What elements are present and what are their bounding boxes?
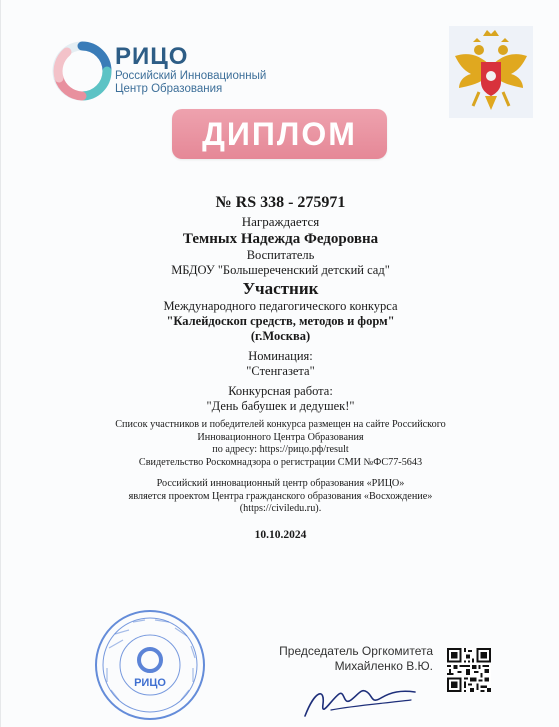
brand-subtitle-line-2: Центр Образования xyxy=(115,83,223,95)
work-value: "День бабушек и дедушек!" xyxy=(206,399,355,413)
brand-name: РИЦО xyxy=(115,43,189,70)
project-line-2: является проектом Центра гражданского образования «Восхождение» xyxy=(128,490,433,502)
diploma-banner xyxy=(172,109,387,159)
contest-name: "Калейдоскоп средств, методов и форм" xyxy=(166,314,395,328)
awarded-label: Награждается xyxy=(241,214,320,229)
chairman-name: Михайленко В.Ю. xyxy=(334,659,433,673)
info-line-3: по адресу: https://рицо.рф/result xyxy=(212,444,349,455)
work-label: Конкурсная работа: xyxy=(228,384,333,398)
round-seal-icon xyxy=(89,608,211,722)
banner-title: ДИПЛОМ xyxy=(202,115,357,152)
participant-status: Участник xyxy=(242,279,319,298)
diploma-date: 10.10.2024 xyxy=(254,528,307,541)
handwritten-signature xyxy=(301,670,421,722)
info-line-4: Свидетельство Роскомнадзора о регистрации СМИ №ФС77-5643 xyxy=(138,456,423,468)
brand-subtitle-line-1: Российский Инновационный xyxy=(115,70,267,82)
info-line-2: Инновационного Центра Образования xyxy=(197,431,364,443)
rico-logo-icon xyxy=(51,40,113,102)
seal-center-text: РИЦО xyxy=(134,677,166,689)
brand-block xyxy=(115,44,266,96)
diploma-number: № RS 338 - 275971 xyxy=(215,194,346,211)
nomination-label: Номинация: xyxy=(248,349,313,363)
chairman-title: Председатель Оргкомитета xyxy=(279,644,433,658)
project-line-1: Российский инновационный центр образования «РИЦО» xyxy=(156,478,405,489)
diploma-content xyxy=(1,193,559,542)
qr-code-icon xyxy=(447,648,491,692)
contest-type: Международного педагогического конкурса xyxy=(163,299,398,313)
contest-city: (г.Москва) xyxy=(250,329,311,343)
info-line-1: Список участников и победителей конкурса размещен на сайте Российского xyxy=(115,419,446,430)
double-headed-eagle-emblem-icon xyxy=(449,26,533,118)
recipient-position: Воспитатель xyxy=(246,248,315,262)
project-line-3: (https://civiledu.ru). xyxy=(239,503,322,514)
nomination-value: "Стенгазета" xyxy=(246,364,315,378)
recipient-name: Темных Надежда Федоровна xyxy=(182,231,379,247)
recipient-organization: МБДОУ "Большереченский детский сад" xyxy=(171,263,390,277)
